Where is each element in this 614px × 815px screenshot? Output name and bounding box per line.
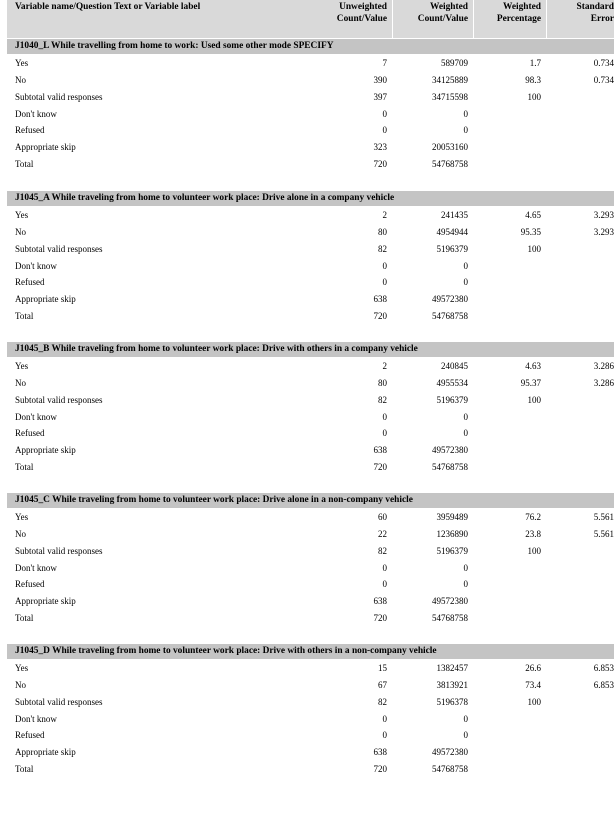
row-label: Appropriate skip (15, 596, 76, 607)
table-row (7, 224, 614, 241)
weighted-count: 0 (463, 579, 468, 590)
weighted-count: 49572380 (432, 294, 468, 305)
weighted-count: 589709 (441, 58, 468, 68)
row-label: Appropriate skip (15, 445, 76, 456)
row-label: Yes (15, 512, 29, 522)
table-row (7, 727, 614, 744)
weighted-count: 0 (463, 428, 468, 439)
standard-error: 5.561 (593, 512, 614, 522)
row-label: Refused (15, 125, 45, 136)
row-label: Appropriate skip (15, 294, 76, 305)
weighted-count: 0 (463, 260, 468, 271)
row-label: Total (15, 462, 34, 473)
row-label: Yes (15, 58, 29, 68)
weighted-percentage: 26.6 (525, 663, 541, 673)
header-variable-label: Variable name/Question Text or Variable label (15, 2, 201, 12)
weighted-count: 49572380 (432, 747, 468, 758)
weighted-count: 0 (463, 125, 468, 136)
row-label: Appropriate skip (15, 747, 76, 758)
row-label: Yes (15, 663, 29, 673)
unweighted-count: 638 (373, 596, 387, 607)
row-label: Total (15, 159, 34, 170)
header-se-line2: Error (590, 14, 614, 24)
unweighted-count: 638 (373, 294, 387, 305)
header-unweighted (337, 1, 387, 25)
unweighted-count: 80 (378, 226, 387, 237)
weighted-count: 0 (463, 277, 468, 288)
header-weighted-line1: Weighted (429, 2, 468, 12)
header-se-line1: Standard (576, 2, 614, 12)
unweighted-count: 15 (378, 663, 387, 673)
unweighted-count: 0 (382, 713, 387, 724)
weighted-count: 54768758 (432, 159, 468, 170)
unweighted-count: 60 (378, 512, 387, 522)
table-row (7, 122, 614, 139)
row-label: Subtotal valid responses (15, 91, 103, 102)
weighted-count: 54768758 (432, 311, 468, 322)
table-row (7, 694, 614, 711)
weighted-count: 49572380 (432, 445, 468, 456)
table-row (7, 106, 614, 123)
row-label: No (15, 679, 26, 690)
weighted-count: 241435 (441, 210, 468, 220)
table-row (7, 375, 614, 392)
row-label: No (15, 528, 26, 539)
row-label: No (15, 226, 26, 237)
weighted-count: 4954944 (436, 226, 468, 237)
table-row (7, 576, 614, 593)
unweighted-count: 0 (382, 562, 387, 573)
unweighted-count: 82 (378, 545, 387, 556)
table-row (7, 459, 614, 476)
table-row (7, 258, 614, 275)
table-row (7, 308, 614, 325)
table-row (7, 761, 614, 778)
table-row (7, 526, 614, 543)
table-row (7, 543, 614, 560)
unweighted-count: 720 (373, 462, 387, 473)
table-row (7, 744, 614, 761)
row-label: Don't know (15, 108, 57, 119)
table-row (7, 711, 614, 728)
unweighted-count: 22 (378, 528, 387, 539)
weighted-count: 54768758 (432, 764, 468, 775)
header-divider (392, 0, 393, 38)
unweighted-count: 82 (378, 243, 387, 254)
header-percentage-line2: Percentage (496, 14, 541, 24)
unweighted-count: 638 (373, 747, 387, 758)
unweighted-count: 0 (382, 277, 387, 288)
row-label: Yes (15, 210, 29, 220)
row-label: Appropriate skip (15, 142, 76, 153)
unweighted-count: 0 (382, 579, 387, 590)
unweighted-count: 80 (378, 377, 387, 388)
table-row (7, 442, 614, 459)
table-row (7, 291, 614, 308)
weighted-percentage: 23.8 (525, 528, 541, 539)
unweighted-count: 720 (373, 159, 387, 170)
unweighted-count: 82 (378, 394, 387, 405)
header-percentage-line1: Weighted (502, 2, 541, 12)
unweighted-count: 390 (373, 74, 387, 85)
row-label: Refused (15, 730, 45, 741)
header-weighted-line2: Count/Value (417, 14, 468, 24)
table-row (7, 610, 614, 627)
standard-error: 6.853 (593, 663, 614, 673)
weighted-percentage: 4.63 (525, 361, 541, 371)
weighted-percentage: 95.35 (520, 226, 541, 237)
header-divider (473, 0, 474, 38)
header-weighted (418, 1, 468, 25)
unweighted-count: 0 (382, 411, 387, 422)
table-row (7, 392, 614, 409)
table-row (7, 241, 614, 258)
table-row (7, 72, 614, 89)
row-label: Don't know (15, 713, 57, 724)
row-label: Total (15, 613, 34, 624)
weighted-percentage: 73.4 (525, 679, 541, 690)
row-label: Yes (15, 361, 29, 371)
weighted-percentage: 1.7 (529, 58, 541, 68)
weighted-percentage: 4.65 (525, 210, 541, 220)
header-unweighted-line2: Count/Value (336, 14, 387, 24)
weighted-count: 5196379 (436, 394, 468, 405)
table-row (7, 55, 614, 72)
header-unweighted-line1: Unweighted (339, 2, 387, 12)
section-title: J1045_C While traveling from home to volunteer work place: Drive alone in a non-company vehicle (7, 493, 614, 508)
standard-error: 3.286 (593, 377, 614, 388)
standard-error: 6.853 (593, 679, 614, 690)
unweighted-count: 323 (373, 142, 387, 153)
weighted-count: 4955534 (436, 377, 468, 388)
row-label: Subtotal valid responses (15, 696, 103, 707)
weighted-percentage: 100 (527, 545, 541, 556)
row-label: Refused (15, 579, 45, 590)
table-row (7, 677, 614, 694)
unweighted-count: 720 (373, 764, 387, 775)
row-label: Don't know (15, 562, 57, 573)
weighted-count: 0 (463, 562, 468, 573)
section-title: J1040_L While travelling from home to work: Used some other mode SPECIFY (7, 39, 614, 54)
weighted-count: 1382457 (436, 663, 468, 673)
unweighted-count: 7 (382, 58, 387, 68)
unweighted-count: 2 (382, 361, 387, 371)
standard-error: 5.561 (593, 528, 614, 539)
header-divider (546, 0, 547, 38)
table-row (7, 274, 614, 291)
unweighted-count: 2 (382, 210, 387, 220)
weighted-count: 34125889 (432, 74, 468, 85)
unweighted-count: 397 (373, 91, 387, 102)
table-row (7, 156, 614, 173)
weighted-count: 5196379 (436, 243, 468, 254)
table-row (7, 425, 614, 442)
header-percentage (497, 1, 541, 25)
table-row (7, 89, 614, 106)
standard-error: 3.286 (593, 361, 614, 371)
unweighted-count: 0 (382, 125, 387, 136)
standard-error: 3.293 (593, 226, 614, 237)
table-row (7, 509, 614, 526)
unweighted-count: 0 (382, 108, 387, 119)
row-label: Subtotal valid responses (15, 394, 103, 405)
standard-error: 3.293 (593, 210, 614, 220)
weighted-percentage: 98.3 (525, 74, 541, 85)
unweighted-count: 720 (373, 613, 387, 624)
table-row (7, 358, 614, 375)
row-label: Refused (15, 277, 45, 288)
weighted-count: 5196379 (436, 545, 468, 556)
weighted-percentage: 100 (527, 394, 541, 405)
row-label: Refused (15, 428, 45, 439)
weighted-count: 54768758 (432, 613, 468, 624)
row-label: Total (15, 764, 34, 775)
unweighted-count: 0 (382, 428, 387, 439)
row-label: Total (15, 311, 34, 322)
weighted-count: 3959489 (436, 512, 468, 522)
weighted-count: 1236890 (436, 528, 468, 539)
section-title: J1045_D While traveling from home to volunteer work place: Drive with others in a non-company vehicle (7, 644, 614, 659)
table-row (7, 207, 614, 224)
row-label: No (15, 74, 26, 85)
row-label: Subtotal valid responses (15, 243, 103, 254)
unweighted-count: 638 (373, 445, 387, 456)
unweighted-count: 720 (373, 311, 387, 322)
weighted-count: 5196378 (436, 696, 468, 707)
weighted-count: 34715598 (432, 91, 468, 102)
row-label: Subtotal valid responses (15, 545, 103, 556)
table-row (7, 660, 614, 677)
table-header (7, 0, 614, 38)
unweighted-count: 0 (382, 730, 387, 741)
section-title: J1045_B While traveling from home to volunteer work place: Drive with others in a company vehicle (7, 342, 614, 357)
weighted-count: 20053160 (432, 142, 468, 153)
row-label: Don't know (15, 260, 57, 271)
weighted-percentage: 100 (527, 243, 541, 254)
weighted-count: 0 (463, 411, 468, 422)
unweighted-count: 82 (378, 696, 387, 707)
weighted-percentage: 76.2 (525, 512, 541, 522)
weighted-count: 0 (463, 713, 468, 724)
weighted-percentage: 95.37 (520, 377, 541, 388)
weighted-count: 0 (463, 730, 468, 741)
table-row (7, 593, 614, 610)
header-standard-error (568, 1, 614, 25)
weighted-percentage: 100 (527, 696, 541, 707)
row-label: Don't know (15, 411, 57, 422)
weighted-percentage: 100 (527, 91, 541, 102)
weighted-count: 0 (463, 108, 468, 119)
weighted-count: 240845 (441, 361, 468, 371)
section-title: J1045_A While traveling from home to volunteer work place: Drive alone in a company vehicle (7, 191, 614, 206)
row-label: No (15, 377, 26, 388)
standard-error: 0.734 (593, 58, 614, 68)
table-row (7, 409, 614, 426)
weighted-count: 54768758 (432, 462, 468, 473)
standard-error: 0.734 (593, 74, 614, 85)
weighted-count: 49572380 (432, 596, 468, 607)
table-row (7, 139, 614, 156)
weighted-count: 3813921 (436, 679, 468, 690)
table-row (7, 560, 614, 577)
unweighted-count: 0 (382, 260, 387, 271)
unweighted-count: 67 (378, 679, 387, 690)
